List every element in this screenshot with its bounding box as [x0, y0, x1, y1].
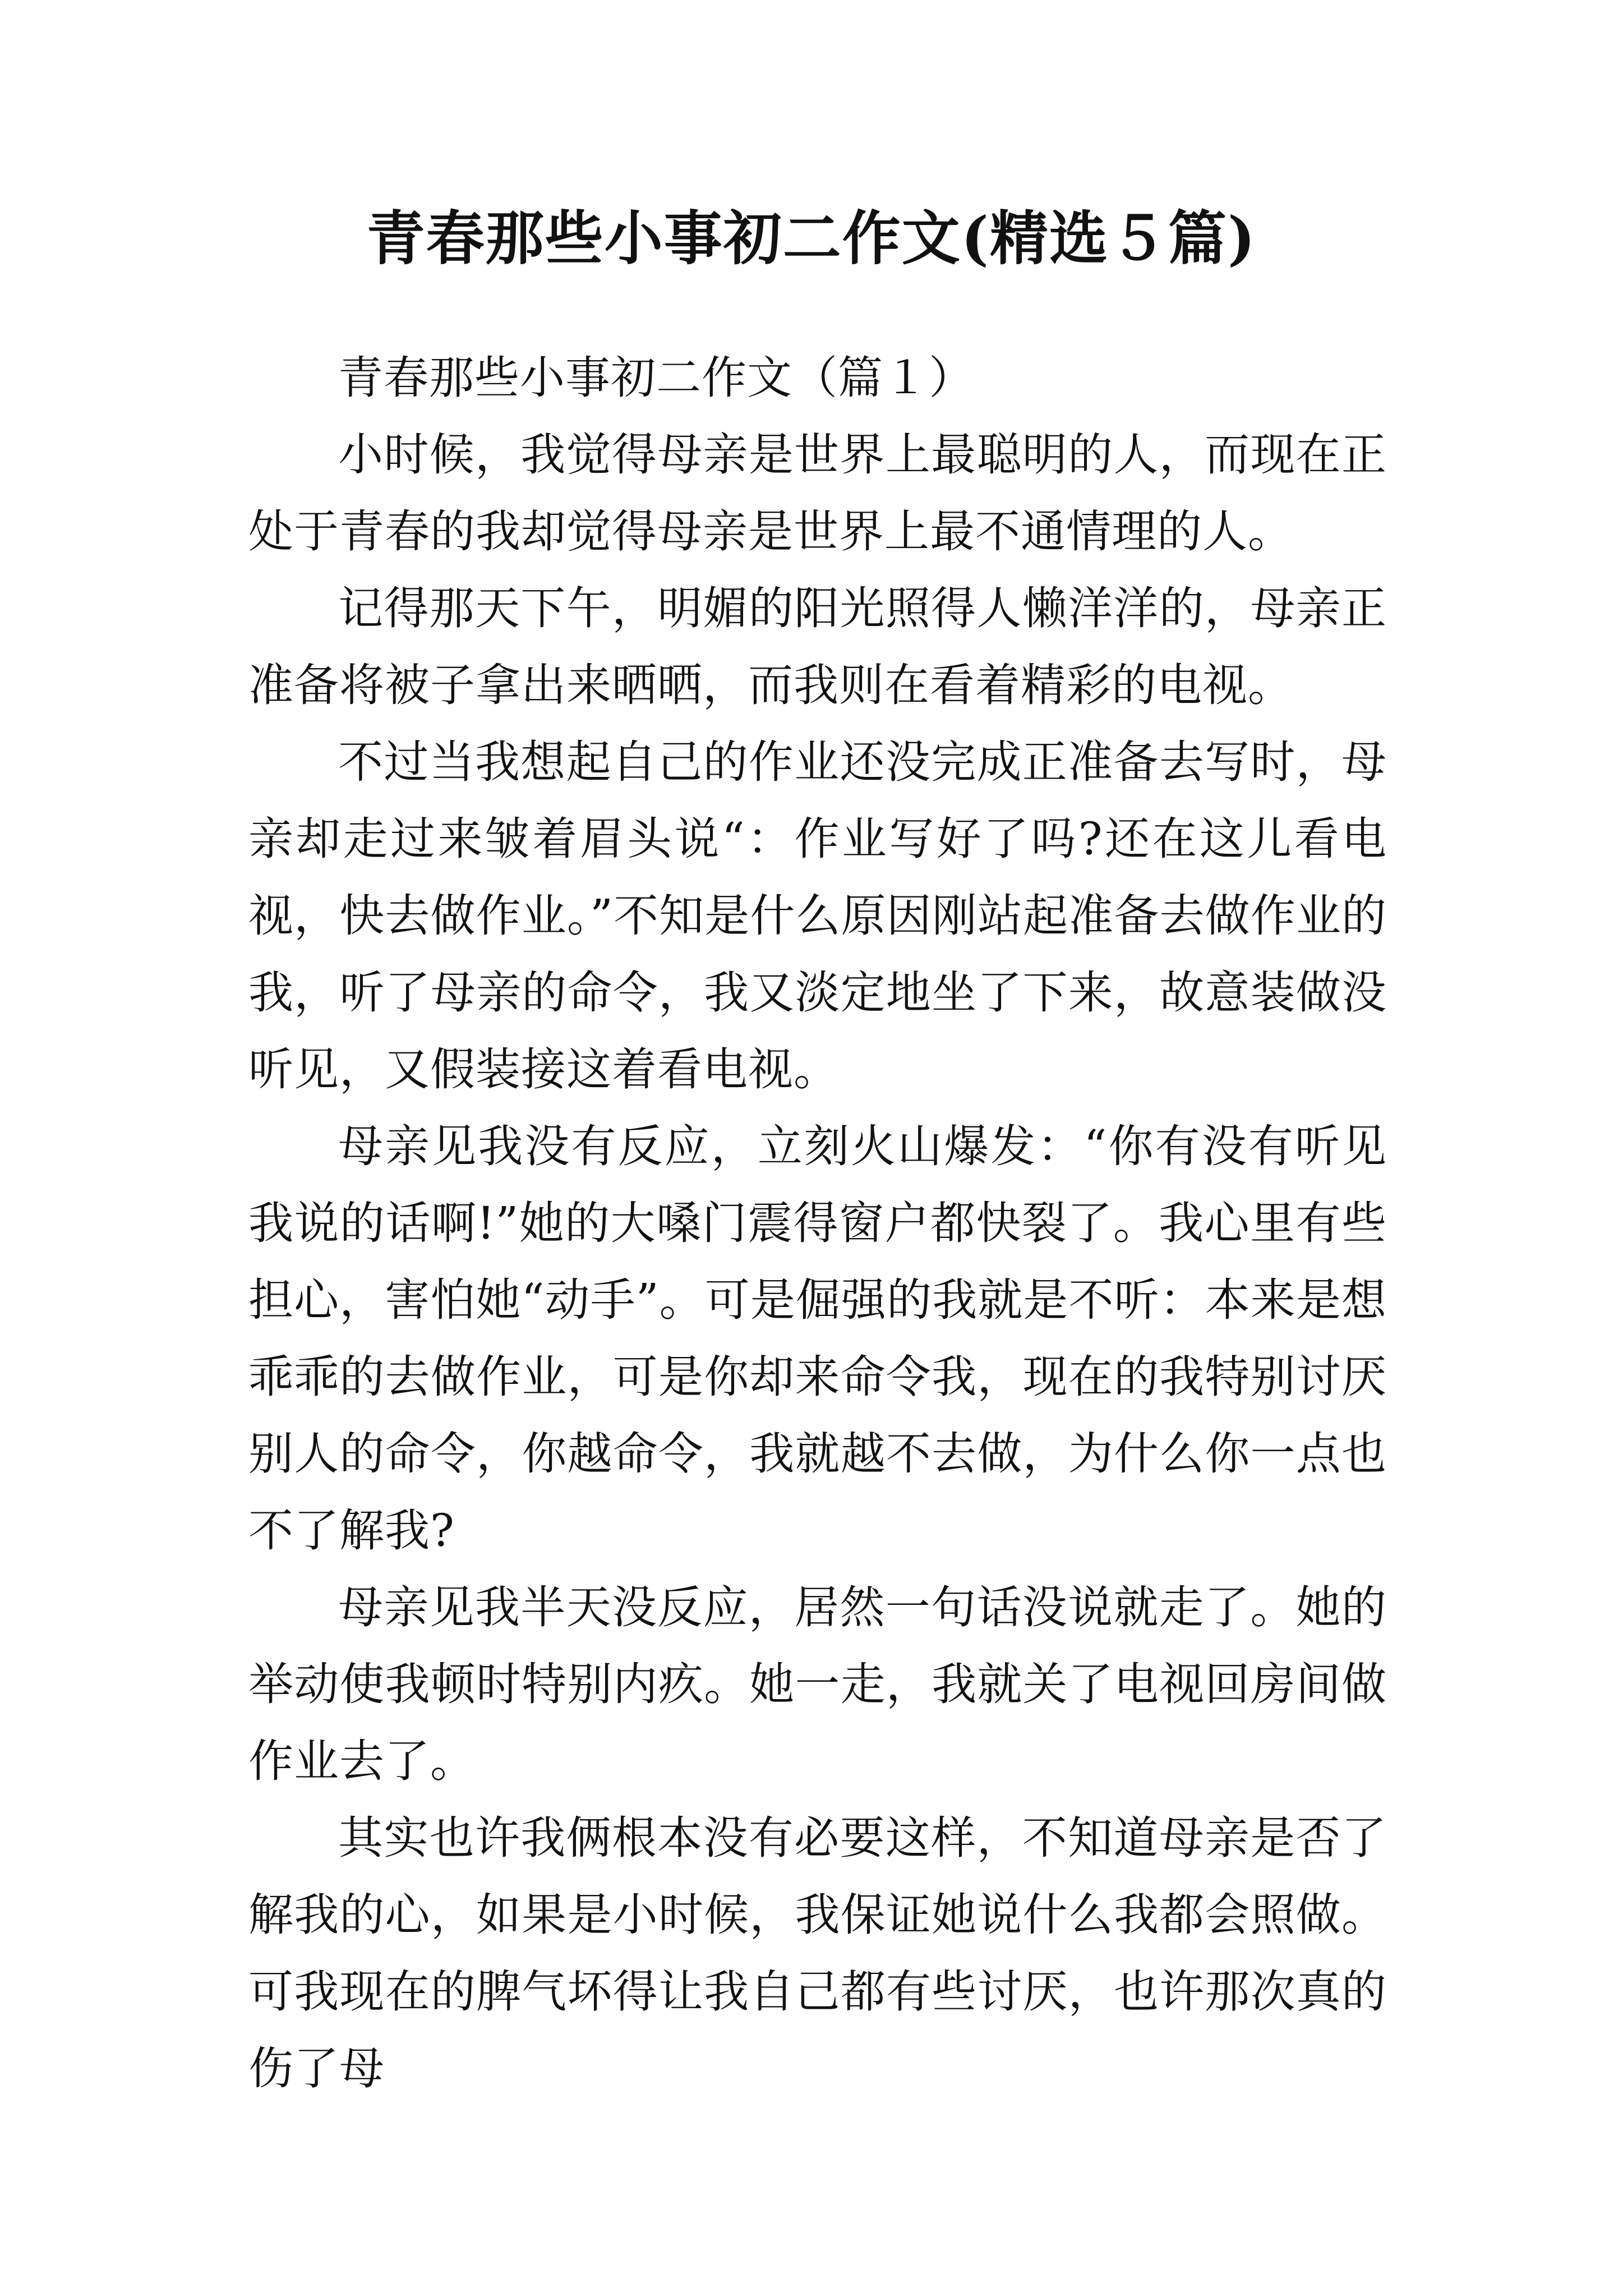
paragraph: 母亲见我半天没反应，居然一句话没说就走了。她的举动使我顿时特别内疚。她一走，我就关了电视回房间做作业去了。	[248, 1581, 1387, 1787]
document-title: 青春那些小事初二作文(精选５篇)	[366, 204, 1257, 273]
paragraph: 母亲见我没有反应，立刻火山爆发：“你有没有听见我说的话啊!”她的大嗓门震得窗户都快裂了。我心里有些担心，害怕她“动手”。可是倔强的我就是不听：本来是想乖乖的去做作业，可是你却来命令我，现在的我特别讨厌别人的命令，你越命令，我就越不去做，为什么你一点也不了解我?	[248, 1120, 1387, 1557]
paragraph: 其实也许我俩根本没有必要这样，不知道母亲是否了解我的心，如果是小时候，我保证她说什么我都会照做。可我现在的脾气坏得让我自己都有些讨厌，也许那次真的伤了母	[248, 1812, 1387, 2095]
section-heading: 青春那些小事初二作文（篇１）	[338, 352, 974, 404]
paragraph: 小时候，我觉得母亲是世界上最聪明的人，而现在正处于青春的我却觉得母亲是世界上最不通情理的人。	[248, 429, 1387, 558]
paragraph: 记得那天下午，明媚的阳光照得人懒洋洋的，母亲正准备将被子拿出来晒晒，而我则在看着精彩的电视。	[248, 582, 1387, 711]
paragraph: 不过当我想起自己的作业还没完成正准备去写时，母亲却走过来皱着眉头说“：作业写好了吗?还在这儿看电视，快去做作业。”不知是什么原因刚站起准备去做作业的我，听了母亲的命令，我又淡定地坐了下来，故意装做没听见，又假装接这着看电视。	[248, 736, 1387, 1096]
document-body	[248, 339, 1387, 2107]
